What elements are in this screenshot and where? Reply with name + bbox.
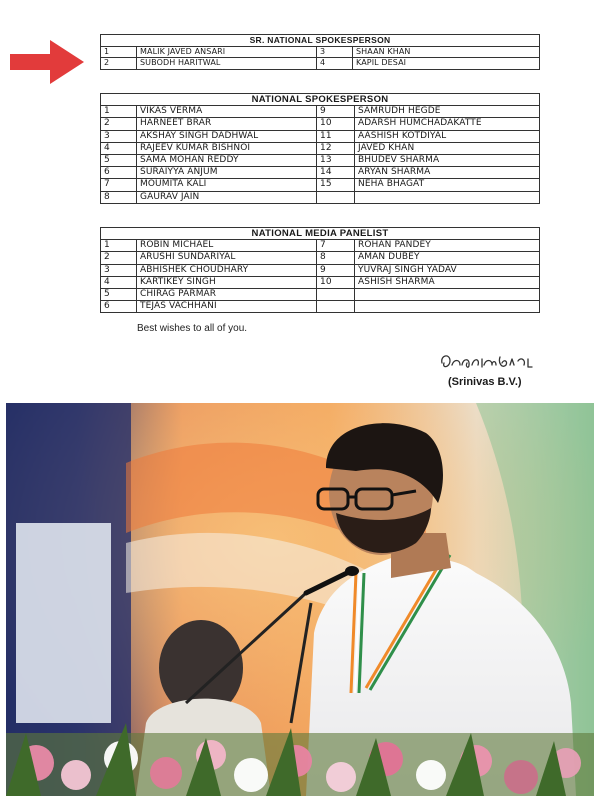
table-row <box>101 46 540 58</box>
table-row <box>101 118 540 130</box>
member-name-cell: ABHISHEK CHOUDHARY <box>137 264 317 276</box>
member-name-cell: ARUSHI SUNDARIYAL <box>137 252 317 264</box>
table-row <box>101 130 540 142</box>
serial-number-cell: 3 <box>101 130 137 142</box>
serial-number-cell: 2 <box>101 58 137 70</box>
table-row <box>101 154 540 166</box>
serial-number-cell: 6 <box>101 167 137 179</box>
serial-number-cell: 1 <box>101 240 137 252</box>
table-row <box>101 106 540 118</box>
table-row <box>101 301 540 313</box>
member-name-cell: GAURAV JAIN <box>137 191 317 203</box>
serial-number-cell <box>317 301 355 313</box>
serial-number-cell: 1 <box>101 106 137 118</box>
member-name-cell: SAMA MOHAN REDDY <box>137 154 317 166</box>
member-name-cell: SHAAN KHAN <box>353 46 540 58</box>
serial-number-cell: 3 <box>317 46 353 58</box>
serial-number-cell: 5 <box>101 288 137 300</box>
table-row <box>101 191 540 203</box>
member-name-cell: ADARSH HUMCHADAKATTE <box>355 118 540 130</box>
serial-number-cell <box>317 288 355 300</box>
table-header-row <box>101 94 540 106</box>
serial-number-cell: 8 <box>101 191 137 203</box>
speaker-at-podium-photo <box>6 403 594 796</box>
serial-number-cell: 13 <box>317 154 355 166</box>
table-row <box>101 264 540 276</box>
serial-number-cell: 4 <box>101 276 137 288</box>
member-name-cell: NEHA BHAGAT <box>355 179 540 191</box>
member-name-cell: MALIK JAVED ANSARI <box>137 46 317 58</box>
member-name-cell: RAJEEV KUMAR BISHNOI <box>137 142 317 154</box>
handwritten-signature <box>436 347 538 375</box>
national-spokesperson-table <box>100 93 540 204</box>
serial-number-cell: 7 <box>317 240 355 252</box>
table-row <box>101 58 540 70</box>
serial-number-cell: 10 <box>317 118 355 130</box>
serial-number-cell: 2 <box>101 118 137 130</box>
table-row <box>101 252 540 264</box>
national-media-panelist-table <box>100 227 540 313</box>
serial-number-cell: 15 <box>317 179 355 191</box>
member-name-cell: HARNEET BRAR <box>137 118 317 130</box>
member-name-cell <box>355 191 540 203</box>
section-title: SR. NATIONAL SPOKESPERSON <box>101 35 540 47</box>
serial-number-cell: 4 <box>317 58 353 70</box>
sr-national-spokesperson-table <box>100 34 540 70</box>
serial-number-cell: 4 <box>101 142 137 154</box>
member-name-cell: ROHAN PANDEY <box>355 240 540 252</box>
member-name-cell: KAPIL DESAI <box>353 58 540 70</box>
serial-number-cell: 12 <box>317 142 355 154</box>
section-title: NATIONAL SPOKESPERSON <box>101 94 540 106</box>
serial-number-cell: 9 <box>317 106 355 118</box>
closing-text: Best wishes to all of you. <box>137 323 248 334</box>
table-header-row <box>101 35 540 47</box>
member-name-cell: TEJAS VACHHANI <box>137 301 317 313</box>
table-row <box>101 240 540 252</box>
section-title: NATIONAL MEDIA PANELIST <box>101 228 540 240</box>
table-row <box>101 179 540 191</box>
member-name-cell: SAMRUDH HEGDE <box>355 106 540 118</box>
member-name-cell <box>355 288 540 300</box>
table-row <box>101 167 540 179</box>
member-name-cell: SURAIYYA ANJUM <box>137 167 317 179</box>
serial-number-cell: 9 <box>317 264 355 276</box>
serial-number-cell: 7 <box>101 179 137 191</box>
signatory-name: (Srinivas B.V.) <box>448 376 522 388</box>
serial-number-cell: 14 <box>317 167 355 179</box>
table-row <box>101 276 540 288</box>
member-name-cell: MOUMITA KALI <box>137 179 317 191</box>
table-header-row <box>101 228 540 240</box>
serial-number-cell: 5 <box>101 154 137 166</box>
serial-number-cell: 1 <box>101 46 137 58</box>
serial-number-cell: 8 <box>317 252 355 264</box>
member-name-cell: ASHISH SHARMA <box>355 276 540 288</box>
member-name-cell: KARTIKEY SINGH <box>137 276 317 288</box>
serial-number-cell <box>317 191 355 203</box>
member-name-cell: YUVRAJ SINGH YADAV <box>355 264 540 276</box>
document-page <box>0 0 600 398</box>
member-name-cell <box>355 301 540 313</box>
member-name-cell: AMAN DUBEY <box>355 252 540 264</box>
serial-number-cell: 11 <box>317 130 355 142</box>
member-name-cell: JAVED KHAN <box>355 142 540 154</box>
member-name-cell: AKSHAY SINGH DADHWAL <box>137 130 317 142</box>
member-name-cell: CHIRAG PARMAR <box>137 288 317 300</box>
serial-number-cell: 2 <box>101 252 137 264</box>
table-row <box>101 142 540 154</box>
serial-number-cell: 6 <box>101 301 137 313</box>
serial-number-cell: 3 <box>101 264 137 276</box>
member-name-cell: BHUDEV SHARMA <box>355 154 540 166</box>
right-arrow-icon <box>10 40 84 84</box>
member-name-cell: VIKAS VERMA <box>137 106 317 118</box>
member-name-cell: ARYAN SHARMA <box>355 167 540 179</box>
member-name-cell: SUBODH HARITWAL <box>137 58 317 70</box>
member-name-cell: AASHISH KOTDIYAL <box>355 130 540 142</box>
member-name-cell: ROBIN MICHAEL <box>137 240 317 252</box>
table-row <box>101 288 540 300</box>
serial-number-cell: 10 <box>317 276 355 288</box>
